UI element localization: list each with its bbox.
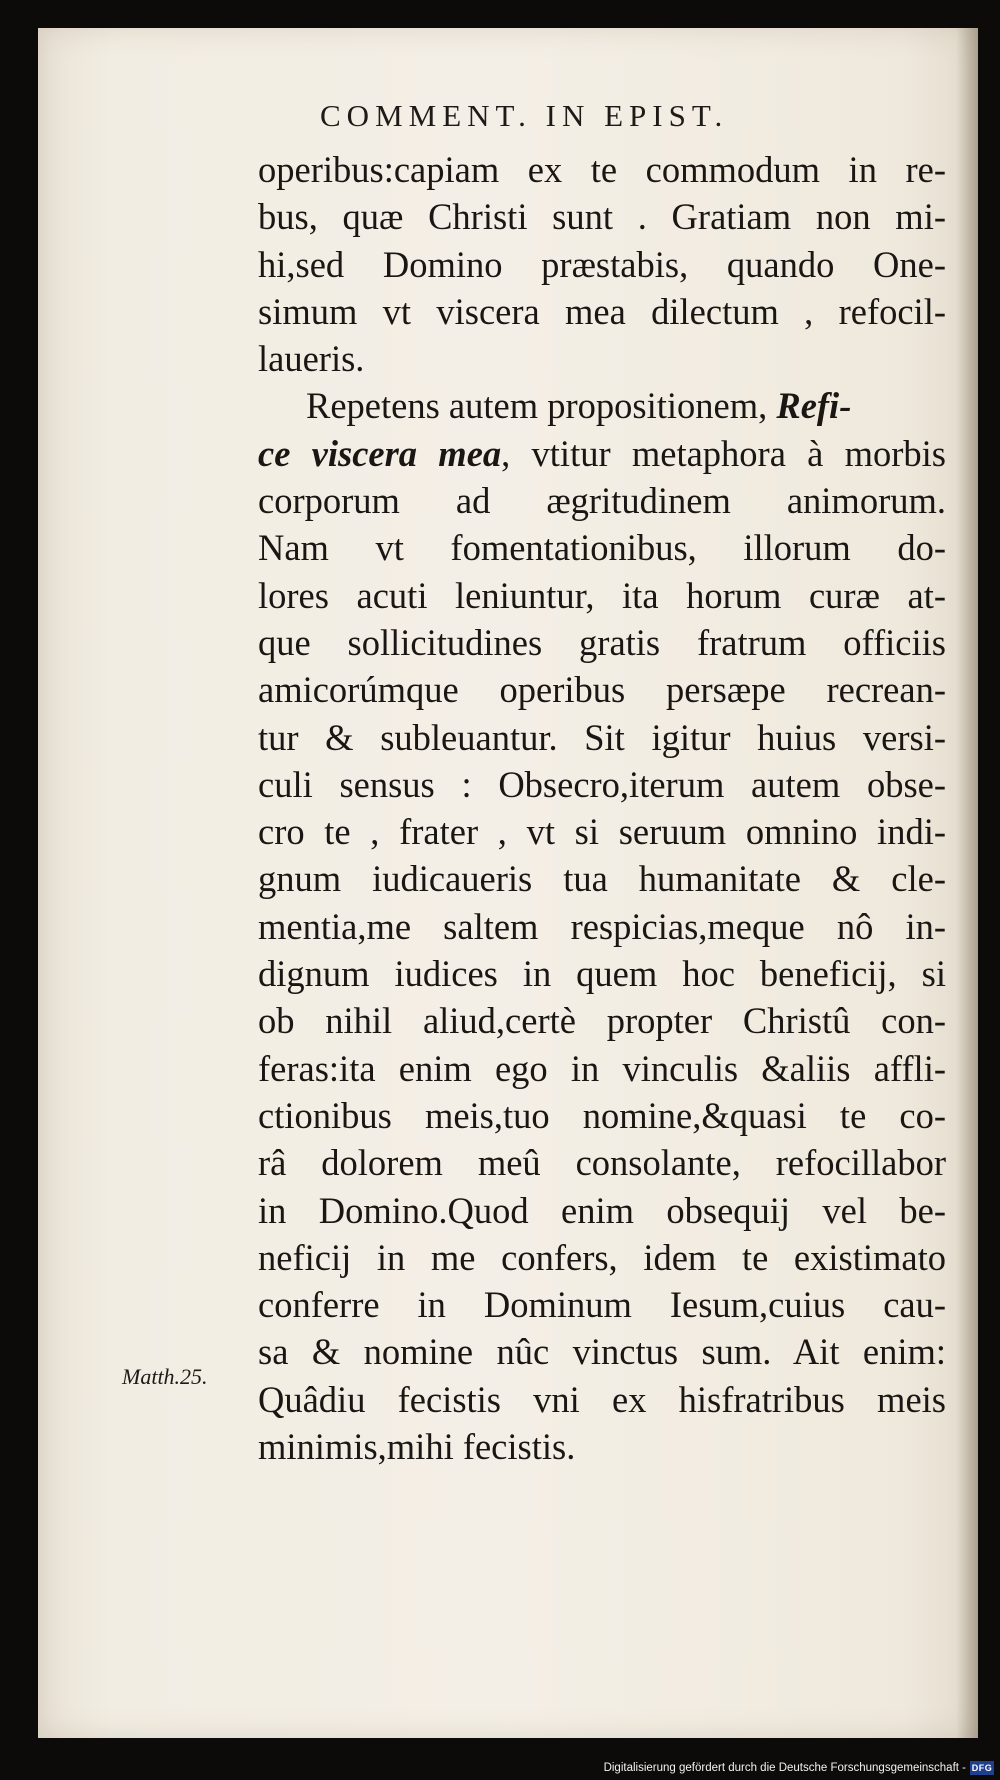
line-text: minimis,mihi fecistis.: [258, 1426, 576, 1468]
text-line: [258, 1139, 946, 1186]
text-line: [258, 382, 946, 429]
page-edge-shadow: [956, 28, 978, 1738]
line-text: amicorúmque operibus persæpe recrean-: [258, 669, 946, 711]
line-text: bus, quæ Christi sunt . Gratiam non mi-: [258, 196, 946, 238]
line-text: in Domino.Quod enim obsequij vel be-: [258, 1189, 946, 1231]
text-line: [258, 335, 946, 382]
text-line: [258, 997, 946, 1044]
line-text: conferre in Dominum Iesum,cuius cau-: [258, 1284, 946, 1326]
line-text: tur & subleuantur. Sit igitur huius versi-: [258, 716, 946, 758]
text-line: [258, 666, 946, 713]
body-text: [258, 146, 946, 1470]
text-line: [258, 1187, 946, 1234]
text-line: [258, 1045, 946, 1092]
text-line: [258, 241, 946, 288]
text-line: [258, 855, 946, 902]
marginal-note: Matth.25.: [122, 1364, 208, 1389]
line-text: corporum ad ægritudinem animorum.: [258, 480, 946, 522]
line-text: sa & nomine nûc vinctus sum. Ait enim:: [258, 1331, 946, 1373]
line-text: hi,sed Domino præstabis, quando One-: [258, 243, 946, 285]
text-line: [258, 524, 946, 571]
line-text: operibus:capiam ex te commodum in re-: [258, 149, 946, 190]
dfg-logo-icon: DFG: [971, 1763, 993, 1773]
text-line: [258, 572, 946, 619]
line-text: dignum iudices in quem hoc beneficij, si: [258, 953, 946, 995]
text-line: [258, 714, 946, 761]
line-text: Quâdiu fecistis vni ex hisfratribus meis: [258, 1378, 946, 1420]
line-text: cro te , frater , vt si seruum omnino indi-: [258, 811, 946, 853]
line-text: simum vt viscera mea dilectum , refocil-: [258, 290, 946, 332]
line-text: neficij in me confers, idem te existimato: [258, 1236, 946, 1278]
text-line: [258, 193, 946, 240]
text-line: [258, 1423, 946, 1470]
text-line: [258, 619, 946, 666]
line-text: gnum iudicaueris tua humanitate & cle-: [258, 858, 946, 900]
line-text: , vtitur metaphora à morbis: [501, 432, 946, 474]
emphasis-text: ce viscera mea: [258, 432, 502, 474]
running-head: COMMENT. IN EPIST.: [320, 98, 729, 133]
text-line: [258, 808, 946, 855]
text-line: [258, 1281, 946, 1328]
line-text: culi sensus : Obsecro,iterum autem obse-: [258, 763, 946, 805]
line-text: ob nihil aliud,certè propter Christû con-: [258, 1000, 946, 1042]
text-line: [258, 430, 946, 477]
text-line: [258, 288, 946, 335]
text-line: [258, 1376, 946, 1423]
line-text: ctionibus meis,tuo nomine,&quasi te co-: [258, 1094, 946, 1136]
text-line: [258, 146, 946, 193]
line-text: Nam vt fomentationibus, illorum do-: [258, 527, 946, 569]
line-text: râ dolorem meû consolante, refocillabor: [258, 1142, 946, 1184]
line-text: Repetens autem propositionem,: [306, 385, 777, 427]
text-line: [258, 1328, 946, 1375]
text-line: [258, 1234, 946, 1281]
text-line: [258, 1092, 946, 1139]
text-line: [258, 477, 946, 524]
line-text: lores acuti leniuntur, ita horum curæ at-: [258, 574, 946, 616]
text-line: [258, 761, 946, 808]
footer-credit: Digitalisierung gefördert durch die Deutsche Forschungsgemeinschaft -: [603, 1762, 966, 1774]
line-text: mentia,me saltem respicias,meque nô in-: [258, 905, 946, 947]
line-text: que sollicitudines gratis fratrum officiis: [258, 621, 946, 663]
text-line: [258, 950, 946, 997]
line-text: feras:ita enim ego in vinculis &aliis affli-: [258, 1047, 946, 1089]
text-line: [258, 903, 946, 950]
line-text: laueris.: [258, 338, 365, 380]
emphasis-text: Refi-: [776, 385, 852, 427]
